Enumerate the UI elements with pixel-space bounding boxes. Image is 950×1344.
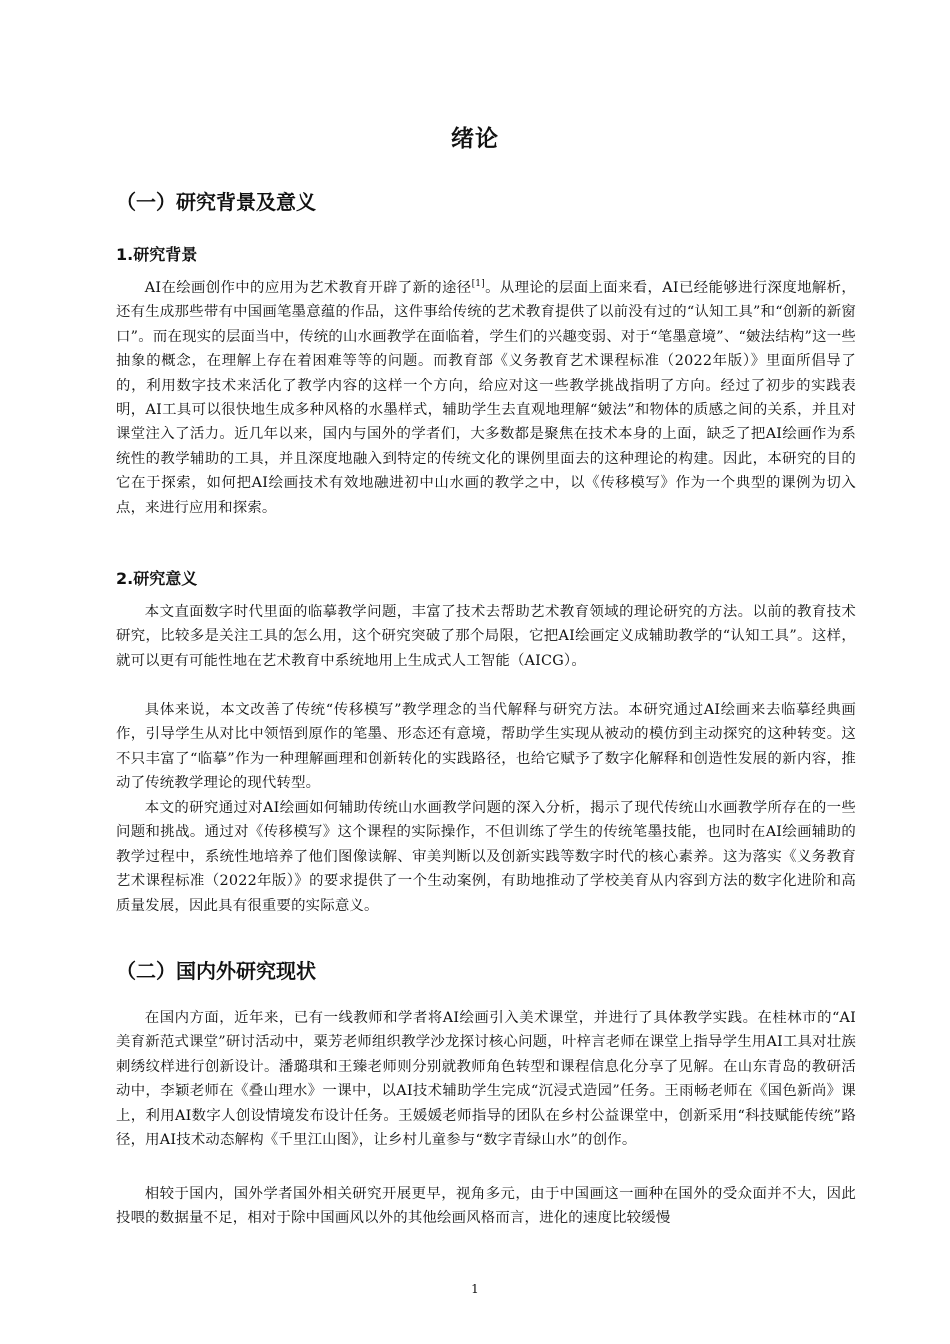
- paragraph-text: AI在绘画创作中的应用为艺术教育开辟了新的途径: [144, 280, 472, 296]
- paragraph-significance-2: 具体来说，本文改善了传统“传移模写”教学理念的当代解释与研究方法。本研究通过AI绘画来去临摹经典画作，引导学生从对比中领悟到原作的笔墨、形态还有意境，帮助学生实现从被动的模仿到主动探究的这种转变。这不只丰富了“临摹”作为一种理解画理和创新转化的实践路径，也给它赋予了数字化解释和创造性发展的新内容，推动了传统教学理论的现代转型。: [116, 702, 856, 792]
- paragraph-text: 。从理论的层面上面来看，AI已经能够进行深度地解析，还有生成那些带有中国画笔墨意蕴的作品，这件事给传统的艺术教育提供了以前没有过的“认知工具”和“创新的新窗口”。而在现实的层面当中，传统的山水画教学在面临着，学生们的兴趣变弱、对于“笔墨意境”、“皴法结构”这一些抽象的概念，在理解上存在着困难等等的问题。而教育部《义务教育艺术课程标准（2022年版）》里面所倡导了的，利用数字技术来活化了教学内容的这样一个方向，给应对这一些教学挑战指明了方向。经过了初步的实践表明，AI工具可以很快地生成多种风格的水墨样式，辅助学生去直观地理解“皴法”和物体的质感之间的关系，并且对课堂注入了活力。近几年以来，国内与国外的学者们，大多数都是聚焦在技术本身的上面，缺乏了把AI绘画作为系统性的教学辅助的工具，并且深度地融入到特定的传统文化的课例里面去的这种理论的构建。因此，本研究的目的它在于探索，如何把AI绘画技术有效地融进初中山水画的教学之中，以《传移模写》作为一个典型的课例为切入点，来进行应用和探索。: [116, 280, 856, 516]
- subsection-heading-research-background: 1.研究背景: [116, 245, 198, 264]
- paragraph-domestic-research: 在国内方面，近年来，已有一线教师和学者将AI绘画引入美术课堂，并进行了具体教学实践。在桂林市的“AI美育新范式课堂”研讨活动中，粟芳老师组织教学沙龙探讨核心问题，叶梓言老师在课堂上指导学生用AI工具对壮族刺绣纹样进行创新设计。潘璐琪和王臻老师则分别就教师角色转型和课程信息化分享了见解。在山东青岛的教研活动中，李颖老师在《叠山理水》一课中，以AI技术辅助学生完成“沉浸式造园”任务。王雨畅老师在《国色新尚》课上，利用AI数字人创设情境发布设计任务。王媛媛老师指导的团队在乡村公益课堂中，创新采用“科技赋能传统”路径，用AI技术动态解构《千里江山图》，让乡村儿童参与“数字青绿山水”的创作。: [116, 1010, 856, 1149]
- paragraph-foreign-research: 相较于国内，国外学者国外相关研究开展更早，视角多元，由于中国画这一画种在国外的受众面并不大，因此投喂的数据量不足，相对于除中国画风以外的其他绘画风格而言，进化的速度比较缓慢: [116, 1186, 856, 1227]
- page-title: 绪论: [451, 126, 499, 152]
- citation-marker: [1]: [471, 279, 485, 290]
- paragraph-research-background: [116, 276, 856, 520]
- paragraph-significance-1: 本文直面数字时代里面的临摹教学问题，丰富了技术去帮助艺术教育领域的理论研究的方法。以前的教育技术研究，比较多是关注工具的怎么用，这个研究突破了那个局限，它把AI绘画定义成辅助教学的“认知工具”。这样，就可以更有可能性地在艺术教育中系统地用上生成式人工智能（AICG）。: [116, 604, 856, 669]
- page-number: 1: [471, 1282, 479, 1296]
- section-heading-background: （一）研究背景及意义: [116, 190, 316, 214]
- paragraph-significance-3: 本文的研究通过对AI绘画如何辅助传统山水画教学问题的深入分析，揭示了现代传统山水画教学所存在的一些问题和挑战。通过对《传移模写》这个课程的实际操作，不但训练了学生的传统笔墨技能，也同时在AI绘画辅助的教学过程中，系统性地培养了他们图像读解、审美判断以及创新实践等数字时代的核心素养。这为落实《义务教育艺术课程标准（2022年版）》的要求提供了一个生动案例，有助地推动了学校美育从内容到方法的数字化进阶和高质量发展，因此具有很重要的实际意义。: [116, 800, 856, 914]
- section-heading-research-status: （二）国内外研究现状: [116, 959, 316, 983]
- subsection-heading-research-significance: 2.研究意义: [116, 569, 198, 588]
